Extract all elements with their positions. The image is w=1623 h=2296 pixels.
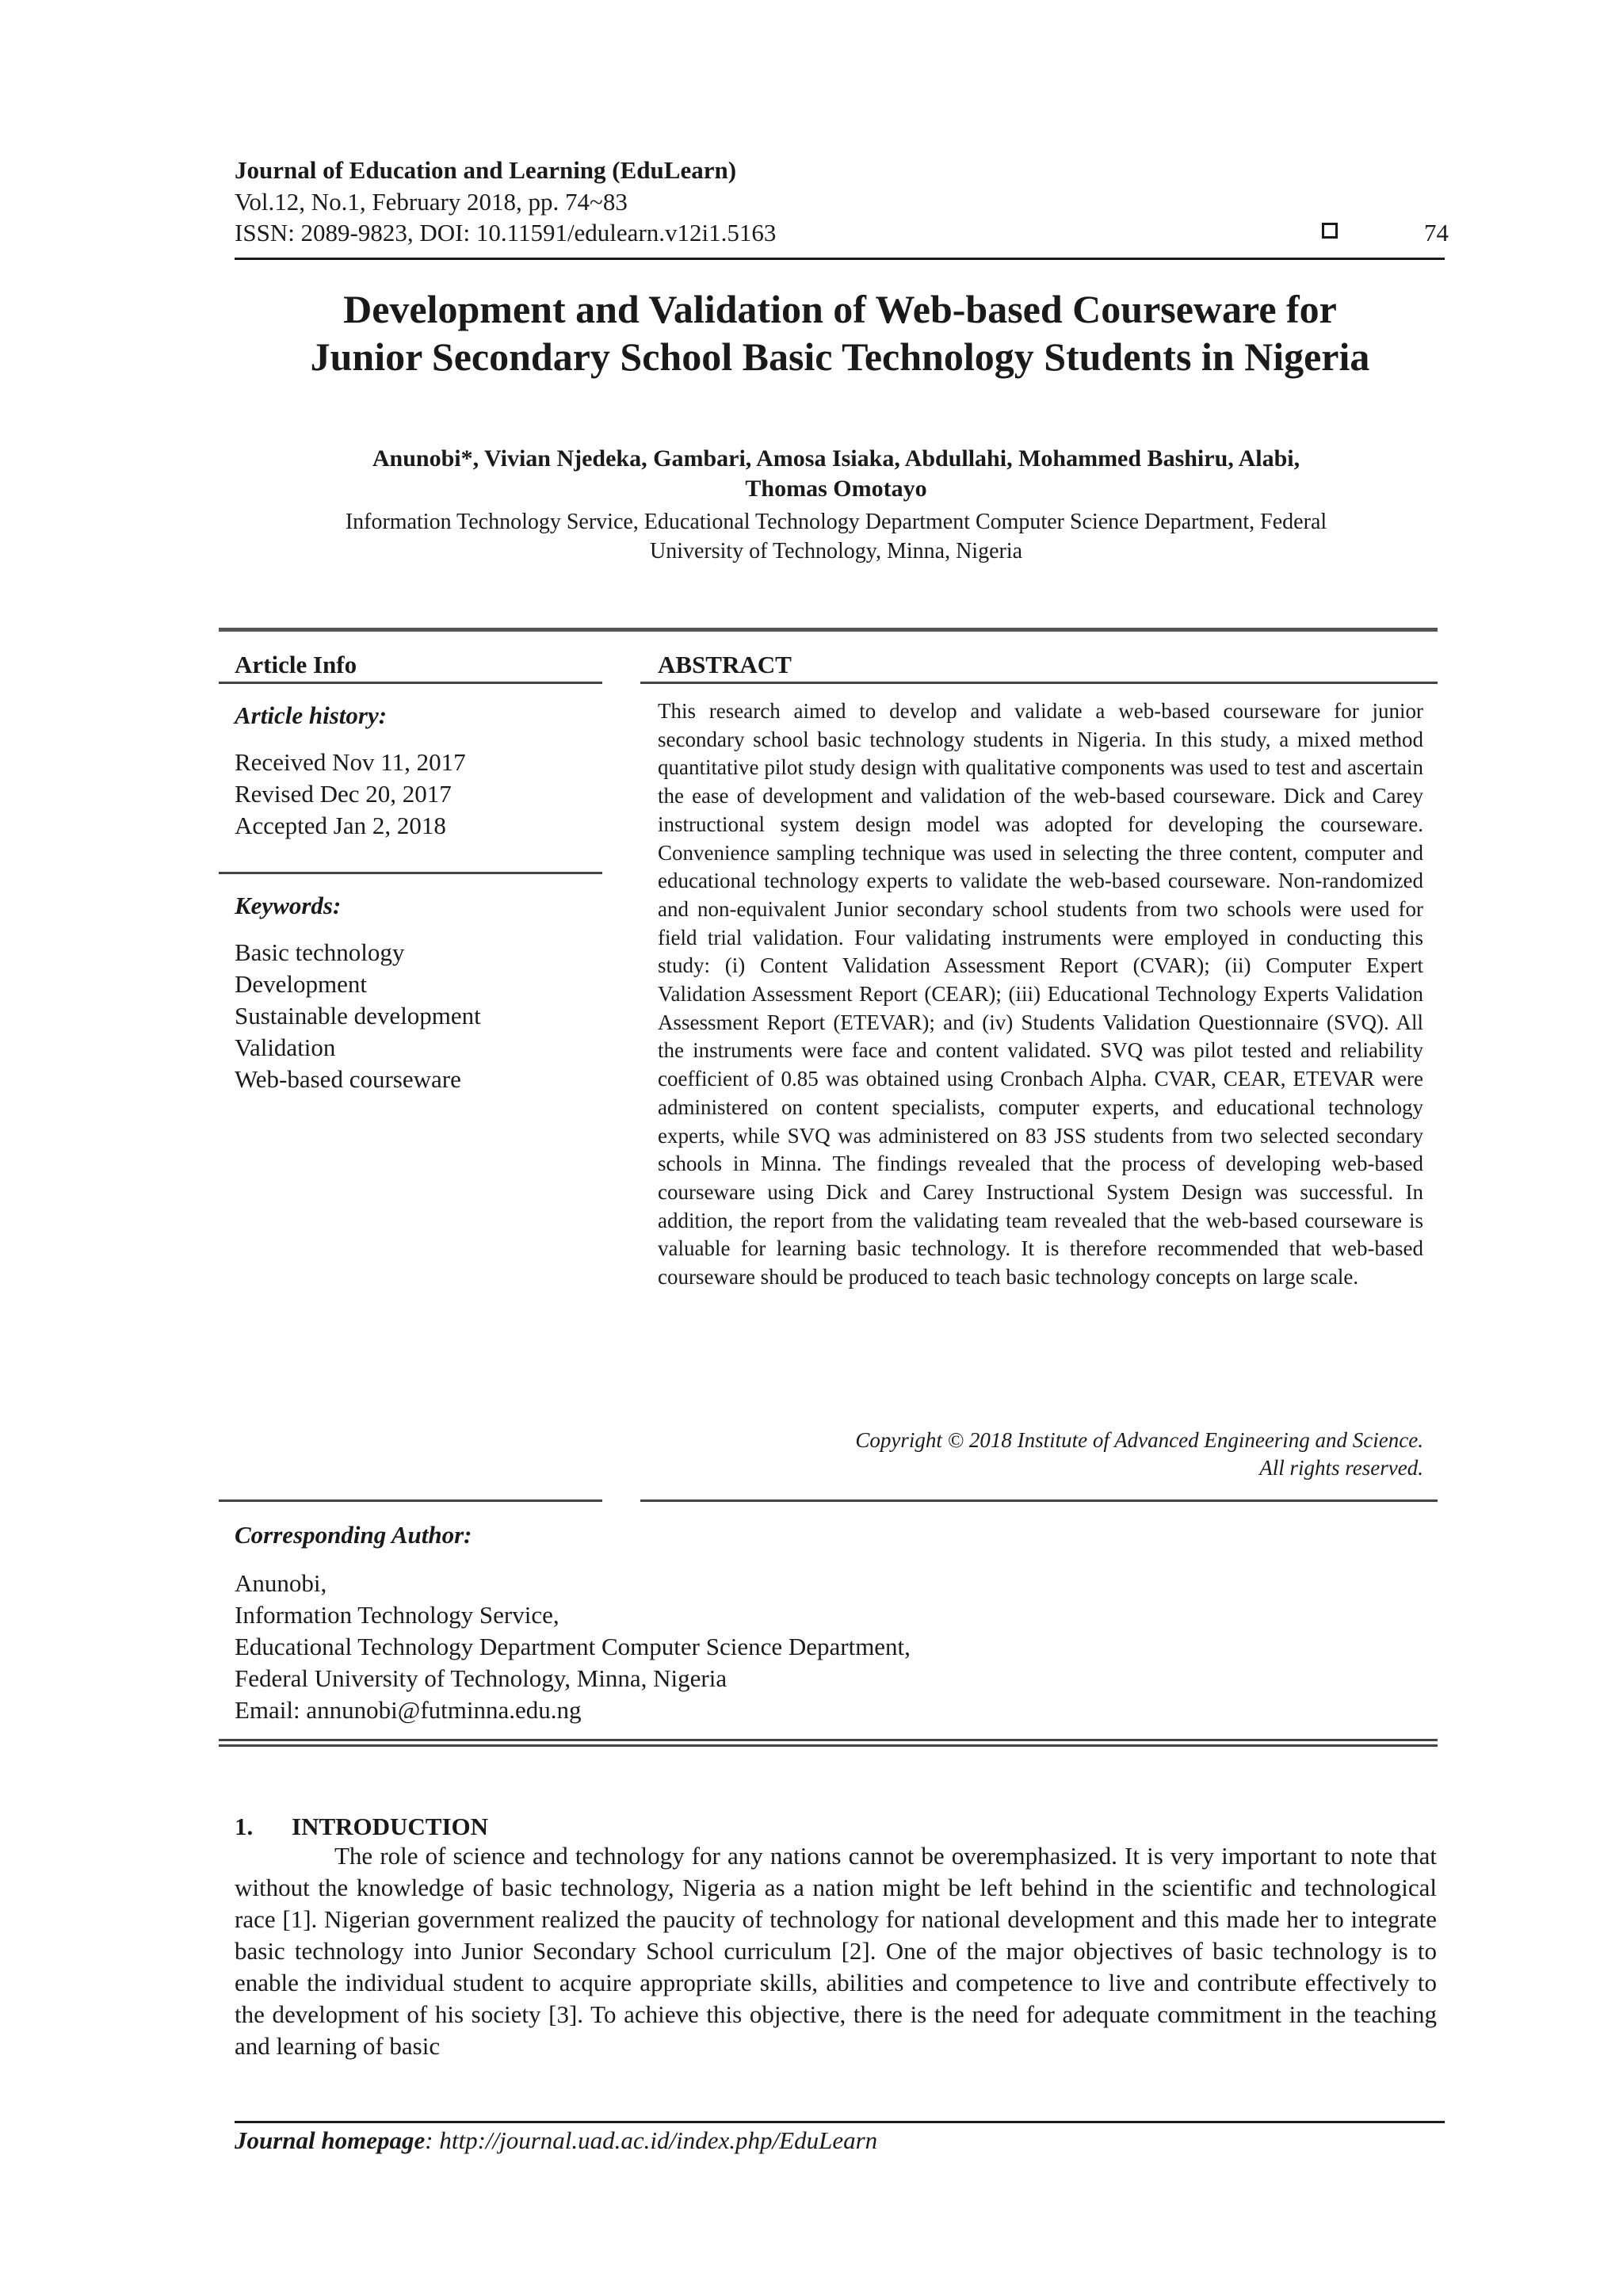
journal-homepage bbox=[235, 2126, 877, 2156]
header-divider bbox=[235, 258, 1445, 260]
authors-line-1: Anunobi*, Vivian Njedeka, Gambari, Amosa Isiaka, Abdullahi, Mohammed Bashiru, Alabi, bbox=[372, 445, 1300, 472]
footer-divider bbox=[235, 2121, 1445, 2123]
section-heading: INTRODUCTION bbox=[292, 1813, 489, 1840]
title-line-1: Development and Validation of Web-based Courseware for bbox=[343, 287, 1337, 331]
section-number: 1. bbox=[235, 1813, 254, 1840]
keyword: Validation bbox=[235, 1033, 336, 1061]
author-list bbox=[262, 444, 1411, 504]
page-number: 74 bbox=[1424, 219, 1449, 246]
introduction-paragraph: The role of science and technology for any nations cannot be overemphasized. It is very important to note that without the knowledge of basic technology, Nigeria as a nation might be left behind in the scientific and technological race [1]. Nigerian government realized the paucity of technology for national development and this made her to integrate basic technology into Junior Secondary School curriculum [2]. One of the major objectives of basic technology is to enable the individual student to acquire appropriate skills, abilities and competence to live and contribute effectively to the development of his society [3]. To achieve this objective, there is the need for adequate commitment in the teaching and learning of basic bbox=[235, 1842, 1437, 2060]
abstract-text: This research aimed to develop and validate a web-based courseware for junior secondary school basic technology students in Nigeria. In this study, a mixed method quantitative pilot study design with qualitative components was used to test and ascertain the ease of development and validation of the web-based courseware. Dick and Carey instructional system design model was adopted for developing the courseware. Convenience sampling technique was used in selecting the three content, computer and educational technology experts to validate the web-based courseware. Non-randomized and non-equivalent Junior secondary school students from two schools were used for field trial validation. Four validating instruments were employed in conducting this study: (i) Content Validation Assessment Report (CVAR); (ii) Computer Expert Validation Assessment Report (CEAR); (iii) Educational Technology Experts Validation Assessment Report (ETEVAR); and (iv) Students Validation Questionnaire (SVQ). All the instruments were face and content validated. SVQ was pilot tested and reliability coefficient of 0.85 was obtained using Cronbach Alpha. CVAR, CEAR, ETEVAR were administered on content specialists, computer experts, and educational technology experts, while SVQ was administered on 83 JSS students from two selected secondary schools in Minna. The findings revealed that the process of developing web-based courseware using Dick and Carey Instructional System Design was successful. In addition, the report from the validating team revealed that the web-based courseware is valuable for learning basic technology. It is therefore recommended that web-based courseware should be produced to teach basic technology concepts on large scale. bbox=[658, 699, 1423, 1289]
abstract-heading: ABSTRACT bbox=[658, 651, 792, 678]
author-name: Anunobi, bbox=[235, 1569, 327, 1597]
homepage-url[interactable]: : http://journal.uad.ac.id/index.php/EduLearn bbox=[425, 2126, 878, 2154]
copyright-line-2: All rights reserved. bbox=[1259, 1456, 1423, 1480]
affiliation-line-1: Information Technology Service, Educational Technology Department Computer Science Department, Federal bbox=[345, 510, 1327, 534]
keywords-heading: Keywords: bbox=[235, 892, 342, 919]
info-bottom-rule-left bbox=[219, 1499, 602, 1502]
author-bottom-rule-1 bbox=[219, 1739, 1438, 1741]
corresponding-author-details bbox=[235, 1568, 911, 1726]
keywords-list bbox=[235, 937, 481, 1095]
authors-line-2: Thomas Omotayo bbox=[745, 476, 927, 502]
info-top-rule bbox=[219, 628, 1438, 632]
article-info-rule bbox=[219, 682, 602, 684]
keyword: Web-based courseware bbox=[235, 1065, 461, 1093]
keyword: Development bbox=[235, 970, 368, 998]
revised-date: Revised Dec 20, 2017 bbox=[235, 780, 452, 808]
journal-volume: Vol.12, No.1, February 2018, pp. 74~83 bbox=[235, 188, 628, 216]
received-date: Received Nov 11, 2017 bbox=[235, 748, 466, 776]
corresponding-author-heading: Corresponding Author: bbox=[235, 1521, 472, 1549]
author-address-line: Educational Technology Department Computer Science Department, bbox=[235, 1633, 911, 1660]
paper-title bbox=[198, 285, 1482, 380]
square-bullet-icon bbox=[1322, 223, 1338, 239]
article-info-heading: Article Info bbox=[235, 651, 357, 678]
journal-name: Journal of Education and Learning (EduLearn) bbox=[235, 156, 737, 184]
keyword: Sustainable development bbox=[235, 1002, 481, 1030]
title-line-2: Junior Secondary School Basic Technology Students in Nigeria bbox=[310, 334, 1370, 379]
journal-issn-doi: ISSN: 2089-9823, DOI: 10.11591/edulearn.v12i1.5163 bbox=[235, 219, 777, 246]
article-history bbox=[235, 747, 466, 842]
accepted-date: Accepted Jan 2, 2018 bbox=[235, 812, 446, 839]
copyright-notice bbox=[658, 1427, 1423, 1482]
copyright-line-1: Copyright © 2018 Institute of Advanced Engineering and Science. bbox=[855, 1428, 1423, 1452]
keywords-rule bbox=[219, 872, 602, 874]
affiliation-line-2: University of Technology, Minna, Nigeria bbox=[649, 539, 1023, 563]
author-address-line: Federal University of Technology, Minna, Nigeria bbox=[235, 1664, 727, 1692]
author-address-line: Information Technology Service, bbox=[235, 1601, 559, 1629]
info-bottom-rule-right bbox=[640, 1499, 1438, 1502]
homepage-label: Journal homepage bbox=[235, 2126, 426, 2154]
author-email: Email: annunobi@futminna.edu.ng bbox=[235, 1696, 582, 1724]
article-history-heading: Article history: bbox=[235, 701, 388, 729]
abstract-rule bbox=[640, 682, 1438, 684]
author-bottom-rule-2 bbox=[219, 1744, 1438, 1747]
affiliation bbox=[262, 507, 1411, 566]
keyword: Basic technology bbox=[235, 938, 405, 966]
